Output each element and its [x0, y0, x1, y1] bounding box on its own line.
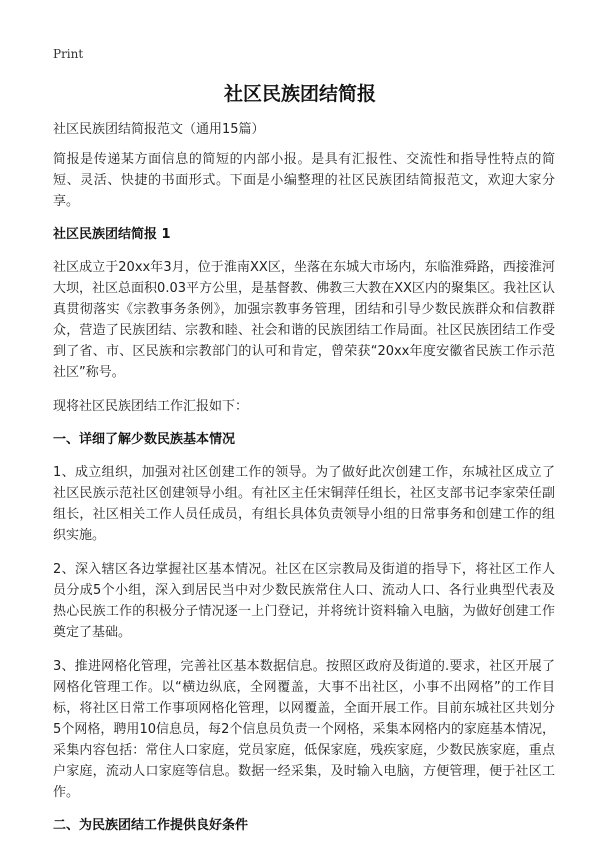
subsection-heading-one: 一、详细了解少数民族基本情况	[53, 432, 236, 447]
list-item-2: 2、深入辖区各边掌握社区基本情况。社区在区宗教局及街道的指导下，将社区工作人员分成5个小组，深入到居民当中对少数民族常住人口、流动人口、各行业典型代表及热心民族工作的积极分子情况逐一上门登记，并将统计资料输入电脑，为做好创建工作奠定了基础。	[53, 562, 555, 640]
report-intro-line: 现将社区民族团结工作汇报如下：	[53, 399, 249, 414]
page-title: 社区民族团结简报	[223, 83, 376, 105]
intro-paragraph: 简报是传递某方面信息的简短的内部小报。是具有汇报性、交流性和指导性特点的简短、灵活、快捷的书面形式。下面是小编整理的社区民族团结简报范文，欢迎大家分享。	[53, 152, 555, 209]
subsection-heading-two: 二、为民族团结工作提供良好条件	[53, 818, 249, 833]
document-subtitle: 社区民族团结简报范文（通用15篇）	[53, 122, 265, 137]
list-item-3: 3、推进网格化管理，完善社区基本数据信息。按照区政府及街道的.要求，社区开展了网格化管理工作。以“横边纵底，全网覆盖，大事不出社区，小事不出网格”的工作目标，将社区日常工作事项网格化管理，以网覆盖，全面开展工作。目前东城社区共划分5个网格，聘用10信息员，每2个信息员负责一个网格，采集本网格内的家庭基本情况，采集内容包括：常住人口家庭，党员家庭，低保家庭，残疾家庭，少数民族家庭，重点户家庭，流动人口家庭等信息。数据一经采集，及时输入电脑，方便管理，便于社区工作。	[53, 659, 555, 800]
section-heading: 社区民族团结简报 1	[53, 227, 171, 242]
print-link[interactable]: Print	[53, 47, 84, 61]
document-body	[53, 120, 555, 848]
list-item-1: 1、成立组织，加强对社区创建工作的领导。为了做好此次创建工作，东城社区成立了社区民族示范社区创建领导小组。有社区主任宋铜萍任组长，社区支部书记李家荣任副组长，社区相关工作人员任成员，有组长具体负责领导小组的日常事务和创建工作的组织实施。	[53, 465, 555, 543]
section1-paragraph: 社区成立于20xx年3月，位于淮南XX区，坐落在东城大市场内，东临淮舜路，西接淮河大坝，社区总面积0.03平方公里，是基督教、佛教三大教在XX区内的聚集区。我社区认真贯彻落实《宗教事务条例》，加强宗教事务管理，团结和引导少数民族群众和信教群众，营造了民族团结、宗教和睦、社会和谐的民族团结工作局面。社区民族团结工作受到了省、市、区民族和宗教部门的认可和肯定，曾荣获“20xx年度安徽省民族工作示范社区”称号。	[53, 260, 555, 380]
